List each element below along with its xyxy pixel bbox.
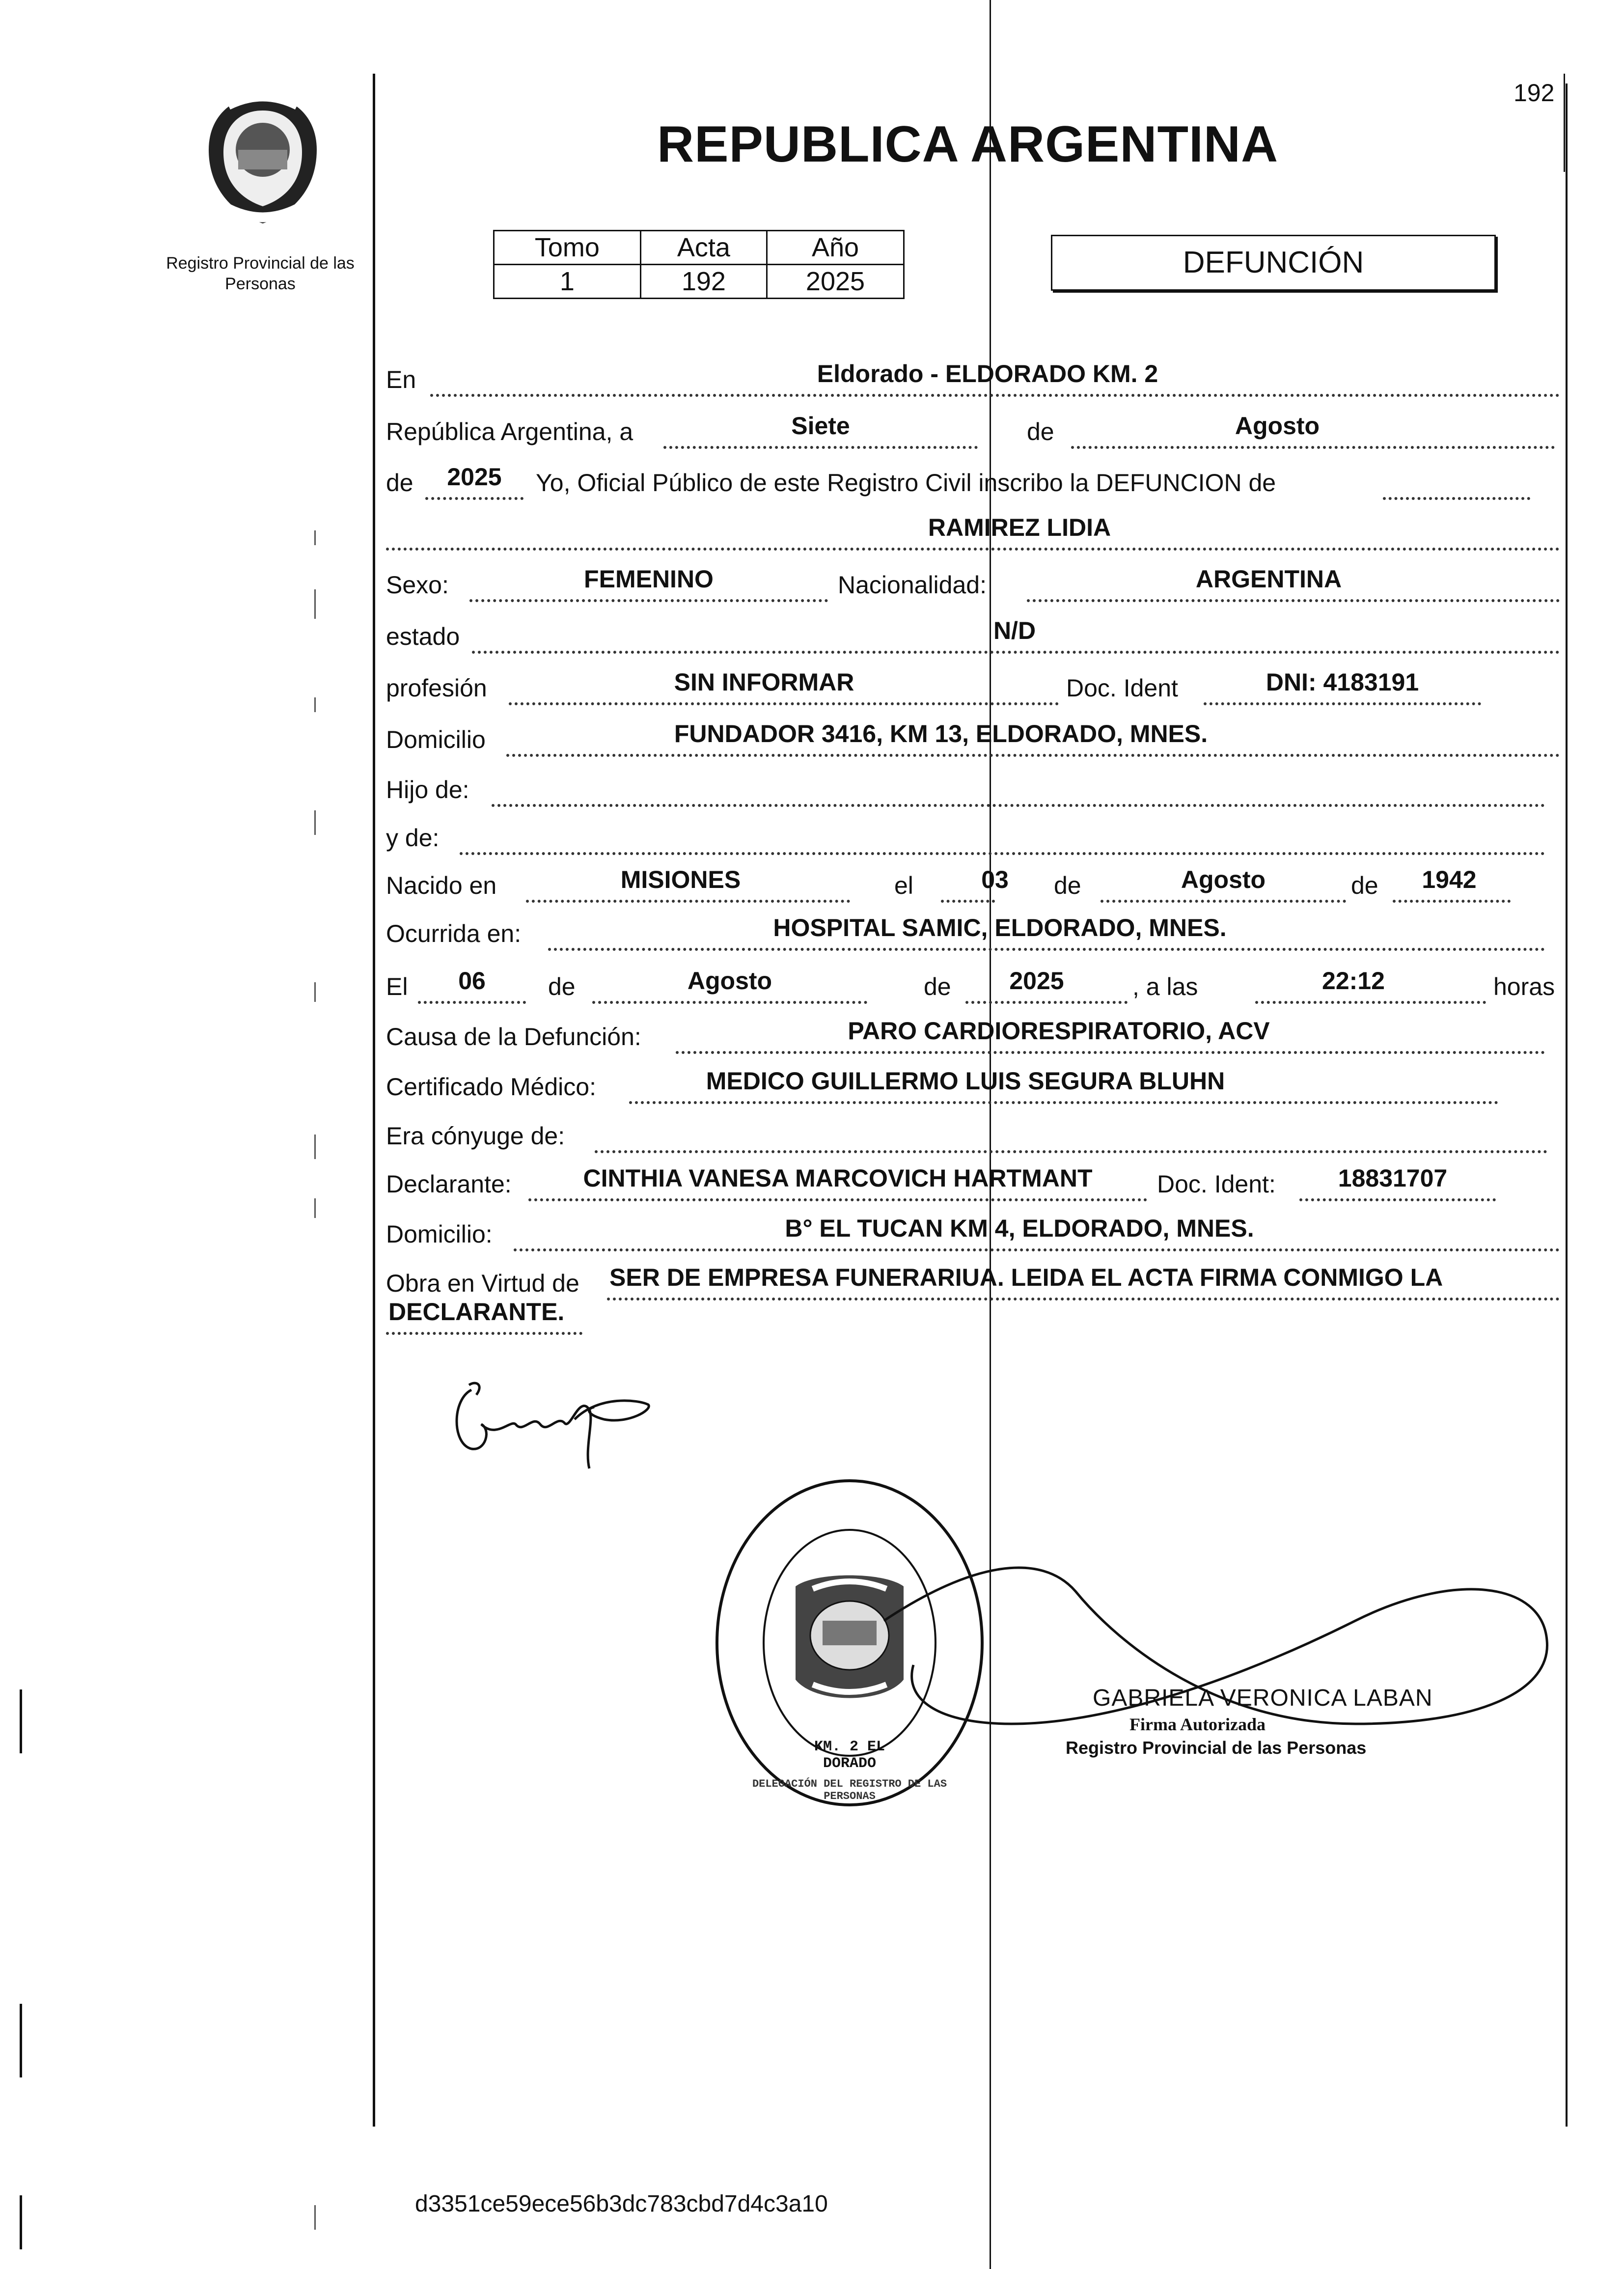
label-causa: Causa de la Defunción:: [386, 1023, 641, 1051]
record-type-box: DEFUNCIÓN: [1051, 235, 1496, 291]
value-declarante: CINTHIA VANESA MARCOVICH HARTMANT: [583, 1164, 1093, 1192]
label-republica: República Argentina, a: [386, 418, 633, 445]
value-defuncion-anio: 2025: [1009, 967, 1064, 995]
dotted-line: [965, 1001, 1128, 1004]
value-ocurrida: HOSPITAL SAMIC, ELDORADO, MNES.: [773, 914, 1227, 941]
label-profesion: profesión: [386, 674, 487, 702]
dotted-line: [1101, 900, 1346, 903]
value-day: Siete: [791, 412, 850, 440]
row-declarante: [386, 1159, 1560, 1203]
label-ocurrida: Ocurrida en:: [386, 920, 522, 947]
label-de: de: [1027, 418, 1054, 445]
dotted-line: [1071, 446, 1555, 449]
province-emblem: [194, 86, 331, 233]
label-estado: estado: [386, 623, 460, 650]
stamp-bottom-text: KM. 2 EL DORADO: [814, 1739, 885, 1772]
label-yde: y de:: [386, 824, 440, 852]
value-profesion: SIN INFORMAR: [674, 668, 854, 696]
value-nacido-lugar: MISIONES: [620, 866, 741, 893]
value-en: Eldorado - ELDORADO KM. 2: [817, 360, 1158, 387]
row-domicilio-declarante: [386, 1209, 1560, 1253]
dotted-line: [941, 900, 995, 903]
label-certificado: Certificado Médico:: [386, 1073, 596, 1101]
row-profesion: [386, 663, 1560, 707]
value-nacido-mes: Agosto: [1181, 866, 1266, 893]
row-yde: [386, 813, 1560, 857]
label-nacionalidad: Nacionalidad:: [838, 571, 987, 599]
anio-value: 2025: [767, 265, 904, 299]
label-de: de: [1054, 872, 1081, 899]
row-domicilio: [386, 715, 1560, 759]
value-sexo: FEMENINO: [584, 565, 714, 593]
value-obra-line1: SER DE EMPRESA FUNERARIUA. LEIDA EL ACTA FIRMA CONMIGO LA: [609, 1264, 1443, 1291]
label-registro-text: Yo, Oficial Público de este Registro Civil inscribo la DEFUNCION de: [536, 469, 1276, 497]
row-obra-cont: [386, 1293, 1560, 1337]
label-de: de: [548, 973, 576, 1000]
value-domicilio: FUNDADOR 3416, KM 13, ELDORADO, MNES.: [674, 720, 1208, 747]
row-fecha-defuncion: [386, 962, 1560, 1006]
value-certificado: MEDICO GUILLERMO LUIS SEGURA BLUHN: [706, 1067, 1225, 1095]
right-margin-line: [1566, 83, 1568, 2127]
dotted-line: [1027, 599, 1560, 602]
dotted-line: [492, 804, 1545, 807]
label-sexo: Sexo:: [386, 571, 449, 599]
value-defuncion-mes: Agosto: [687, 967, 772, 995]
stamp-ring-text: DELEGACIÓN DEL REGISTRO DE LAS PERSONAS: [752, 1778, 947, 1802]
margin-tick: [314, 589, 316, 619]
label-en: En: [386, 366, 416, 393]
margin-tick: [314, 2205, 316, 2230]
label-nacido: Nacido en: [386, 872, 497, 899]
row-republica: [386, 407, 1560, 451]
margin-tick: [314, 530, 316, 545]
right-margin-line-top: [1564, 74, 1565, 172]
dotted-line: [676, 1051, 1545, 1054]
signer-role: Firma Autorizada: [1129, 1715, 1266, 1734]
dotted-line: [418, 1001, 526, 1004]
row-name: [386, 508, 1560, 553]
dotted-line: [548, 948, 1545, 951]
margin-tick: [314, 697, 316, 712]
row-conyuge: [386, 1111, 1560, 1155]
value-deceased-name: RAMIREZ LIDIA: [928, 514, 1111, 541]
label-horas: horas: [1493, 973, 1555, 1000]
row-hijo: [386, 765, 1560, 809]
anio-header: Año: [767, 231, 904, 265]
row-en: [386, 355, 1560, 399]
label-de: de: [924, 973, 951, 1000]
row-causa: [386, 1012, 1560, 1056]
dotted-line: [1204, 702, 1481, 705]
row-nacido: [386, 860, 1560, 905]
row-certificado: [386, 1062, 1560, 1106]
label-doc-ident: Doc. Ident:: [1157, 1170, 1276, 1198]
dotted-line: [1255, 1001, 1486, 1004]
dotted-line: [595, 1150, 1547, 1153]
declarant-signature: [442, 1365, 668, 1483]
margin-tick: [314, 1198, 316, 1218]
signer-name: GABRIELA VERONICA LABAN: [1093, 1685, 1433, 1711]
value-causa: PARO CARDIORESPIRATORIO, ACV: [848, 1017, 1270, 1045]
dotted-line: [1299, 1198, 1496, 1201]
value-declarante-doc: 18831707: [1338, 1164, 1448, 1192]
label-el: El: [386, 973, 408, 1000]
dotted-line: [430, 394, 1560, 397]
value-nacionalidad: ARGENTINA: [1195, 565, 1342, 593]
value-defuncion-dia: 06: [458, 967, 486, 995]
dotted-line: [514, 1248, 1560, 1251]
value-estado: N/D: [993, 617, 1036, 644]
label-de: de: [1351, 872, 1378, 899]
margin-tick: [314, 810, 316, 835]
label-el: el: [894, 872, 913, 899]
value-domicilio-declarante: B° EL TUCAN KM 4, ELDORADO, MNES.: [785, 1215, 1254, 1242]
margin-tick: [20, 1689, 22, 1753]
document-hash: d3351ce59ece56b3dc783cbd7d4c3a10: [415, 2191, 828, 2217]
row-ocurrida: [386, 909, 1560, 953]
acta-value: 192: [640, 265, 767, 299]
record-table: [493, 230, 905, 299]
registry-caption: Registro Provincial de las Personas: [166, 254, 355, 293]
tomo-value: 1: [494, 265, 641, 299]
margin-tick: [314, 1134, 316, 1159]
label-declarante: Declarante:: [386, 1170, 512, 1198]
dotted-line: [386, 1332, 582, 1335]
left-margin-line: [373, 74, 375, 2127]
dotted-line: [469, 599, 828, 602]
label-obra: Obra en Virtud de: [386, 1270, 579, 1297]
row-estado: [386, 611, 1560, 656]
label-doc-ident: Doc. Ident: [1066, 674, 1178, 702]
dotted-line: [528, 1198, 1147, 1201]
dotted-line: [1393, 900, 1511, 903]
value-year: 2025: [447, 463, 502, 491]
label-domicilio: Domicilio: [386, 726, 486, 753]
margin-tick: [20, 2195, 22, 2249]
value-doc-ident: DNI: 4183191: [1266, 668, 1419, 696]
dotted-line: [425, 497, 523, 500]
dotted-line: [460, 852, 1545, 855]
label-conyuge: Era cónyuge de:: [386, 1122, 565, 1150]
value-hora: 22:12: [1322, 967, 1385, 995]
row-sexo: [386, 560, 1560, 604]
dotted-line: [472, 651, 1560, 654]
dotted-line: [629, 1101, 1498, 1104]
margin-tick: [20, 2004, 22, 2077]
value-month: Agosto: [1235, 412, 1320, 440]
value-obra-line2: DECLARANTE.: [388, 1298, 565, 1326]
row-year: [386, 458, 1560, 502]
page-number: 192: [1514, 79, 1555, 107]
dotted-line: [506, 754, 1560, 757]
value-nacido-anio: 1942: [1422, 866, 1477, 893]
dotted-line: [386, 548, 1560, 551]
document-title: REPUBLICA ARGENTINA: [657, 116, 1279, 173]
dotted-line: [663, 446, 978, 449]
value-nacido-dia: 03: [981, 866, 1009, 893]
label-de: de: [386, 469, 413, 497]
signer-office: Registro Provincial de las Personas: [1066, 1738, 1367, 1758]
tomo-header: Tomo: [494, 231, 641, 265]
label-hijo: Hijo de:: [386, 776, 469, 803]
label-domicilio: Domicilio:: [386, 1220, 493, 1248]
label-a-las: , a las: [1132, 973, 1198, 1000]
margin-tick: [314, 982, 316, 1002]
acta-header: Acta: [640, 231, 767, 265]
dotted-line: [592, 1001, 867, 1004]
dotted-line: [526, 900, 850, 903]
dotted-line: [509, 702, 1059, 705]
dotted-line: [1383, 497, 1530, 500]
